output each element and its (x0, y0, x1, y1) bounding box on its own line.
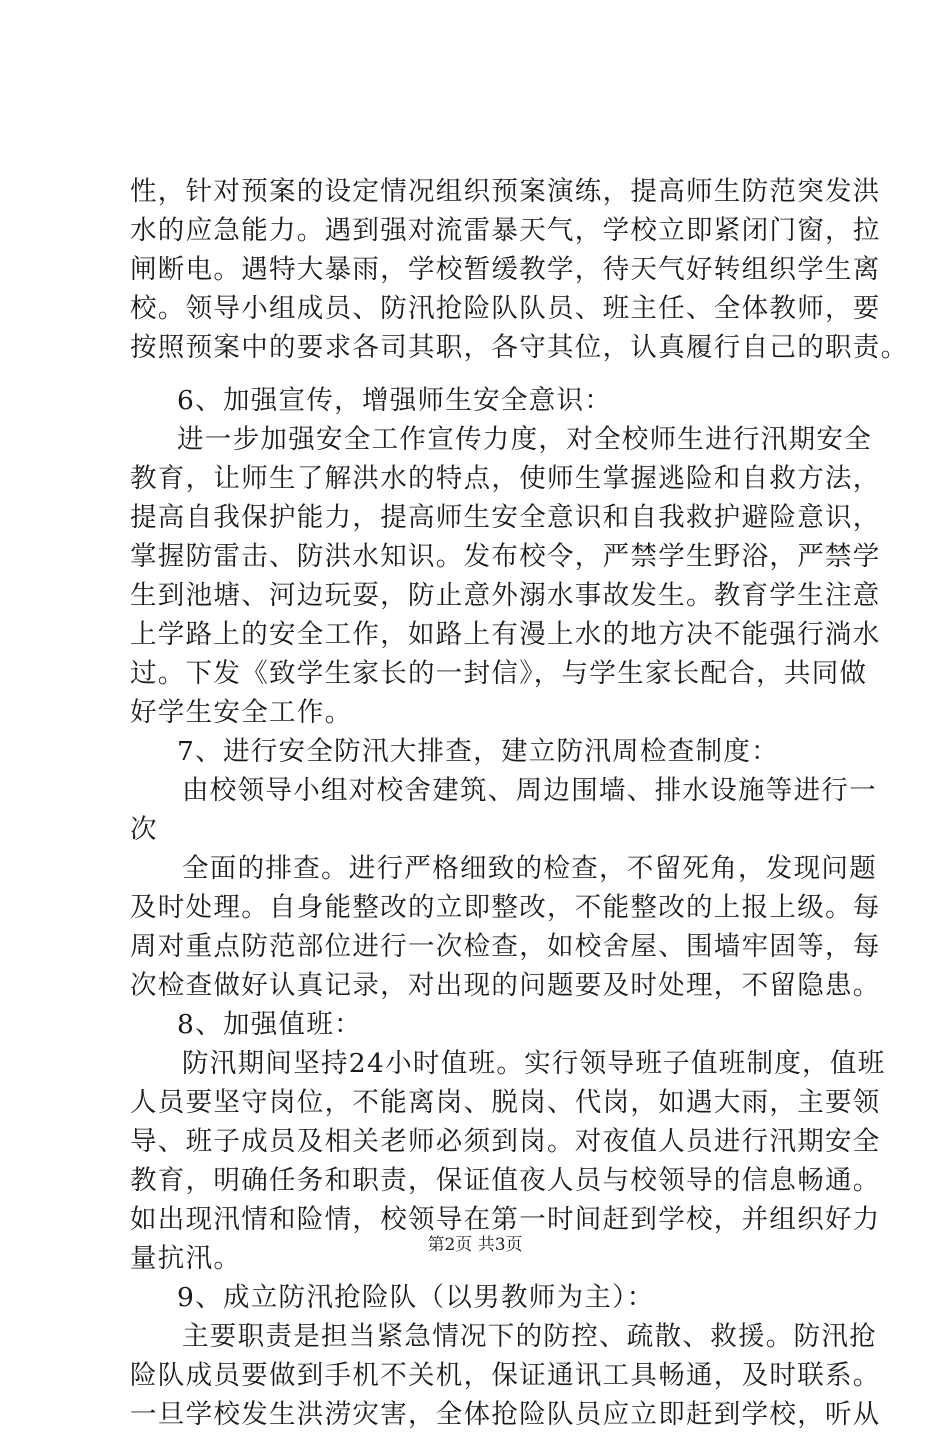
text-line: 如出现汛情和险情，校领导在第一时间赶到学校，并组织好力 (130, 1204, 881, 1235)
text-line: 校。领导小组成员、防汛抢险队队员、班主任、全体教师，要 (130, 293, 881, 324)
text-line: 量抗汛。 (130, 1243, 242, 1274)
text-line: 及时处理。自身能整改的立即整改，不能整改的上报上级。每 (130, 892, 881, 923)
text-line: 闸断电。遇特大暴雨，学校暂缓教学，待天气好转组织学生离 (130, 254, 881, 285)
text-line: 进一步加强安全工作宣传力度，对全校师生进行汛期安全 (177, 424, 872, 455)
text-line: 生到池塘、河边玩耍，防止意外溺水事故发生。教育学生注意 (130, 580, 881, 611)
text-line: 人员要坚守岗位，不能离岗、脱岗、代岗，如遇大雨，主要领 (130, 1087, 881, 1118)
text-line: 教育，让师生了解洪水的特点，使师生掌握逃险和自救方法， (130, 463, 881, 494)
text-line: 险队成员要做到手机不关机，保证通讯工具畅通，及时联系。 (130, 1360, 881, 1391)
text-line: 全面的排查。进行严格细致的检查，不留死角，发现问题 (182, 853, 877, 884)
text-line: 由校领导小组对校舍建筑、周边围墙、排水设施等进行一 (182, 775, 877, 806)
text-line: 次检查做好认真记录，对出现的问题要及时处理，不留隐患。 (130, 970, 881, 1001)
section-heading: 9、成立防汛抢险队（以男教师为主）： (177, 1282, 655, 1313)
text-line: 主要职责是担当紧急情况下的防控、疏散、救援。防汛抢 (182, 1321, 877, 1352)
text-line: 教育，明确任务和职责，保证值夜人员与校领导的信息畅通。 (130, 1165, 881, 1196)
text-line: 掌握防雷击、防洪水知识。发布校令，严禁学生野浴，严禁学 (130, 541, 881, 572)
text-line: 按照预案中的要求各司其职，各守其位，认真履行自己的职责。 (130, 332, 909, 363)
page-number-footer: 第2页 共3页 (427, 1235, 523, 1255)
text-line: 性，针对预案的设定情况组织预案演练，提高师生防范突发洪 (130, 176, 881, 207)
text-line: 上学路上的安全工作，如路上有漫上水的地方决不能强行淌水 (130, 619, 881, 650)
text-line: 水的应急能力。遇到强对流雷暴天气，学校立即紧闭门窗，拉 (130, 215, 881, 246)
text-line: 好学生安全工作。 (130, 697, 353, 728)
paragraph-gap (130, 367, 830, 381)
text-line: 提高自我保护能力，提高师生安全意识和自我救护避险意识， (130, 502, 881, 533)
text-line: 次 (130, 814, 158, 845)
text-line: 过。下发《致学生家长的一封信》，与学生家长配合，共同做 (130, 658, 868, 689)
section-heading: 7、进行安全防汛大排查，建立防汛周检查制度： (177, 736, 779, 767)
text-line: 导、班子成员及相关老师必须到岗。对夜值人员进行汛期安全 (130, 1126, 881, 1157)
section-heading: 8、加强值班： (177, 1009, 362, 1040)
section-heading: 6、加强宣传，增强师生安全意识： (177, 385, 613, 416)
text-line: 防汛期间坚持24小时值班。实行领导班子值班制度，值班 (182, 1048, 886, 1079)
text-line: 一旦学校发生洪涝灾害，全体抢险队员应立即赶到学校，听从 (130, 1399, 881, 1430)
text-line: 周对重点防范部位进行一次检查，如校舍屋、围墙牢固等，每 (130, 931, 881, 962)
